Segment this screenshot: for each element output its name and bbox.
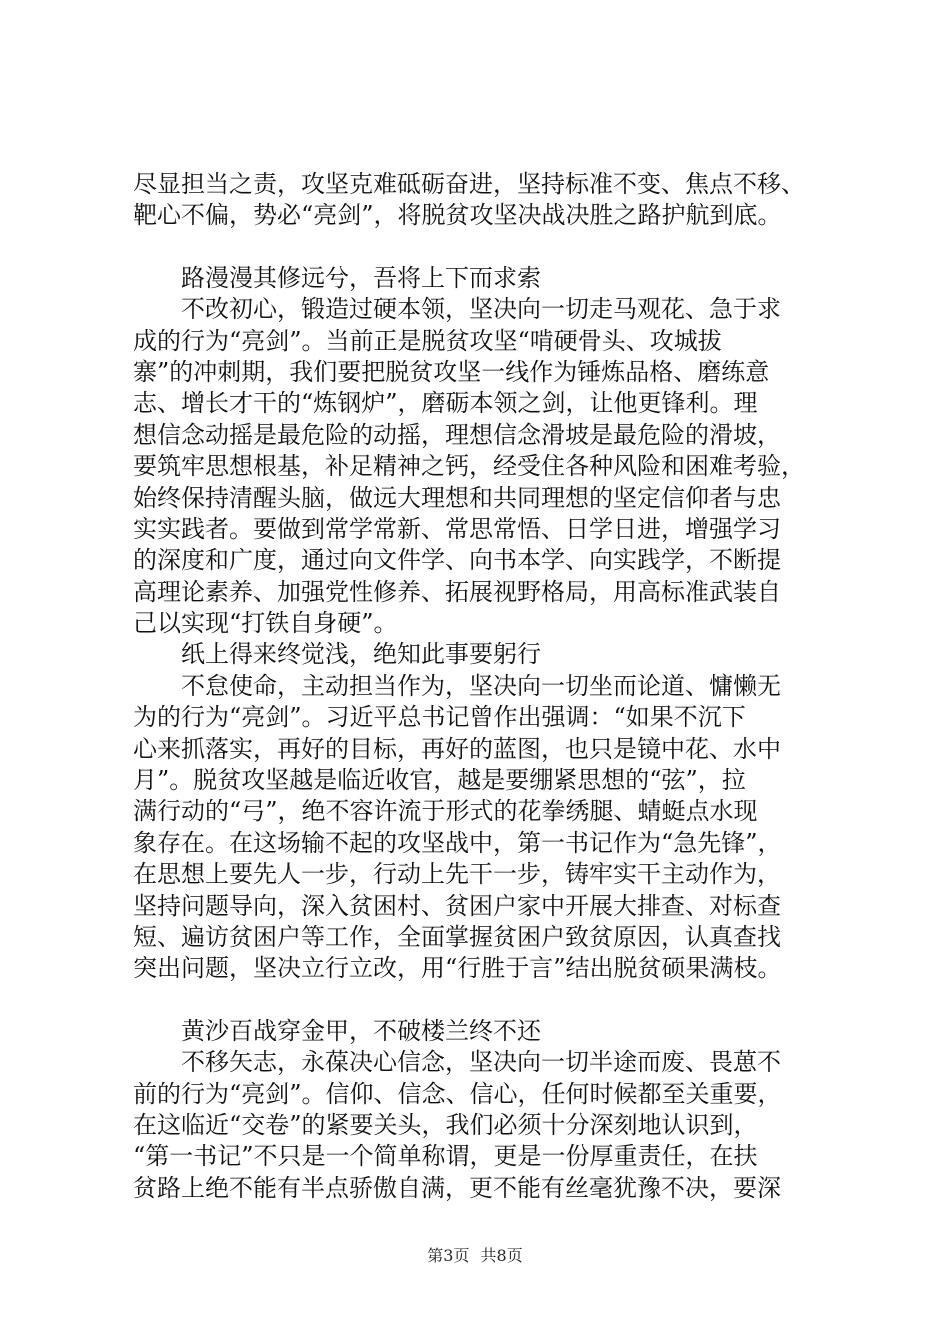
text-line: 要筑牢思想根基，补足精神之钙，经受住各种风险和困难考验， [133, 452, 805, 481]
text-line: 不怠使命，主动担当作为，坚决向一切坐而论道、慵懒无 [181, 671, 781, 700]
text-line: 心来抓落实，再好的目标，再好的蓝图，也只是镜中花、水中 [133, 734, 781, 763]
text-line: 始终保持清醒头脑，做远大理想和共同理想的坚定信仰者与忠 [133, 483, 781, 512]
text-line: 靶心不偏，势必“亮剑”，将脱贫攻坚决战决胜之路护航到底。 [133, 201, 782, 230]
paragraph-gap [133, 985, 843, 1016]
section-1 [133, 263, 843, 640]
text-line: “第一书记”不只是一个简单称谓，更是一份厚重责任，在扶 [133, 1142, 758, 1171]
intro-paragraph [133, 169, 843, 232]
text-line: 坚持问题导向，深入贫困村、贫困户家中开展大排查、对标查 [133, 891, 781, 920]
section-heading: 黄沙百战穿金甲，不破楼兰终不还 [181, 1016, 541, 1045]
section-3 [133, 1016, 843, 1204]
section-heading: 纸上得来终觉浅，绝知此事要躬行 [181, 640, 541, 669]
text-line: 寨”的冲刺期，我们要把脱贫攻坚一线作为锤炼品格、磨练意 [133, 357, 770, 386]
document-body [133, 169, 843, 1204]
page-number: 第3页 [427, 1246, 470, 1265]
text-line: 前的行为“亮剑”。信仰、信念、信心，任何时候都至关重要， [133, 1079, 782, 1108]
text-line: 为的行为“亮剑”。习近平总书记曾作出强调：“如果不沉下 [133, 703, 746, 732]
text-line: 象存在。在这场输不起的攻坚战中，第一书记作为“急先锋”， [133, 828, 782, 857]
text-line: 的深度和广度，通过向文件学、向书本学、向实践学，不断提 [133, 546, 781, 575]
text-line: 成的行为“亮剑”。当前正是脱贫攻坚“啃硬骨头、攻城拔 [133, 326, 722, 355]
text-line: 满行动的“弓”，绝不容许流于形式的花拳绣腿、蜻蜓点水现 [133, 797, 758, 826]
section-2 [133, 639, 843, 984]
text-line: 月”。脱贫攻坚越是临近收官，越是要绷紧思想的“弦”，拉 [133, 766, 746, 795]
text-line: 贫路上绝不能有半点骄傲自满，更不能有丝毫犹豫不决，要深 [133, 1173, 781, 1202]
text-line: 志、增长才干的“炼钢炉”，磨砺本领之剑，让他更锋利。理 [133, 389, 758, 418]
text-line: 实实践者。要做到常学常新、常思常悟、日学日进，增强学习 [133, 514, 781, 543]
text-line: 在这临近“交卷”的紧要关头，我们必须十分深刻地认识到， [133, 1110, 758, 1139]
text-line: 想信念动摇是最危险的动摇，理想信念滑坡是最危险的滑坡， [133, 420, 781, 449]
text-line: 己以实现“打铁自身硬”。 [133, 609, 398, 638]
text-line: 高理论素养、加强党性修养、拓展视野格局，用高标准武装自 [133, 577, 781, 606]
text-line: 尽显担当之责，攻坚克难砥砺奋进，坚持标准不变、焦点不移、 [133, 170, 805, 198]
text-line: 突出问题，坚决立行立改，用“行胜于言”结出脱贫硕果满枝。 [133, 954, 782, 983]
page-total: 共8页 [480, 1246, 523, 1265]
text-line: 短、遍访贫困户等工作，全面掌握贫困户致贫原因，认真查找 [133, 922, 781, 951]
text-line: 在思想上要先人一步，行动上先干一步，铸牢实干主动作为， [133, 860, 781, 889]
section-heading: 路漫漫其修远兮，吾将上下而求索 [181, 263, 541, 292]
paragraph-gap [133, 232, 843, 263]
text-line: 不改初心，锻造过硬本领，坚决向一切走马观花、急于求 [181, 295, 781, 324]
page-footer [0, 1243, 950, 1266]
text-line: 不移矢志，永葆决心信念，坚决向一切半途而废、畏葸不 [181, 1048, 781, 1077]
